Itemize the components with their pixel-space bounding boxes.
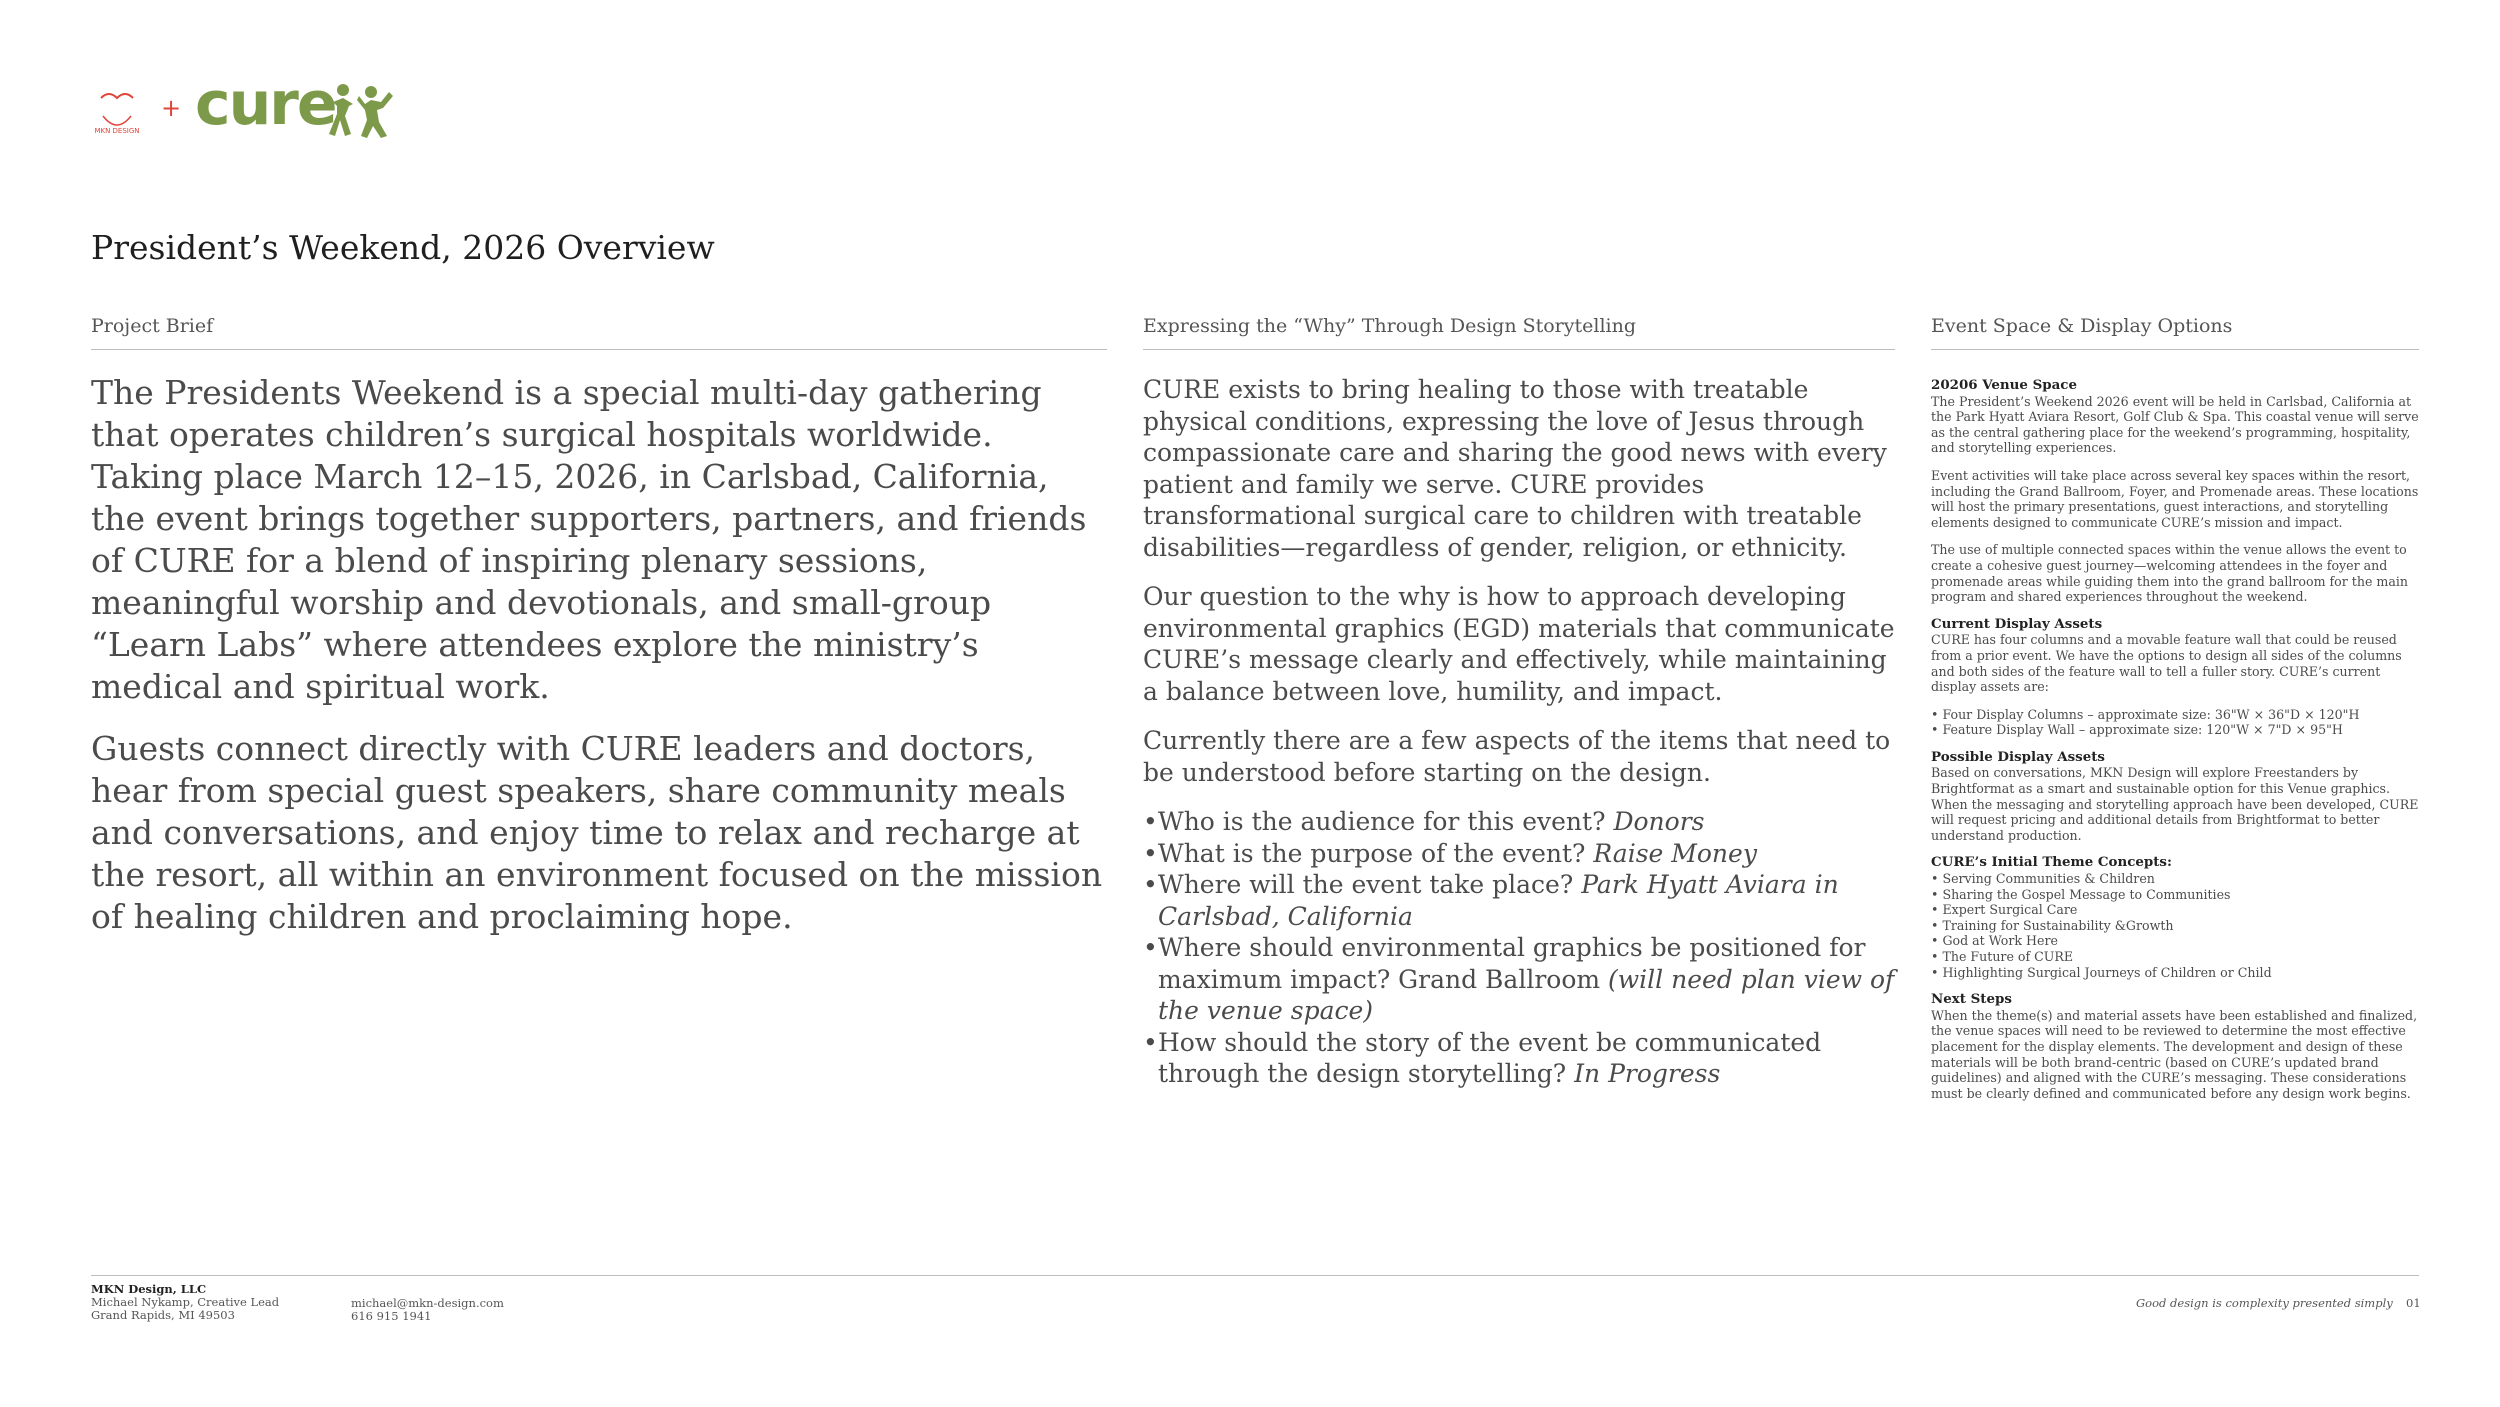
venue-title: 20206 Venue Space bbox=[1931, 377, 2077, 393]
venue-paragraph: Event activities will take place across several key spaces within the resort, including the Grand Ballroom, Foyer, and Promenade areas. These locations will host the primary presentations, guest interactions, and storytelling elements designed to communicate CURE’s mission and impact. bbox=[1931, 467, 2419, 530]
brief-paragraph: Guests connect directly with CURE leaders and doctors, hear from special guest speakers, share community meals and conversations, and enjoy time to relax and recharge at the resort, all within an environment focused on the mission of healing children and proclaiming hope. bbox=[91, 729, 1103, 936]
mkn-logo-text: MKN DESIGN bbox=[94, 127, 140, 135]
themes-title: CURE’s Initial Theme Concepts: bbox=[1931, 854, 2172, 871]
question-item bbox=[1143, 1027, 1903, 1090]
possible-assets-section bbox=[1931, 750, 2421, 844]
why-heading: Expressing the “Why” Through Design Storytelling bbox=[1143, 315, 1895, 350]
footer-divider bbox=[91, 1275, 2419, 1276]
current-assets-list bbox=[1931, 707, 2421, 738]
why-paragraph: CURE exists to bring healing to those with treatable physical conditions, expressing the love of Jesus through compassionate care and sharing the good news with every patient and family we serve. CURE provides transformational surgical care to children with treatable disabilities—regardless of gender, religion, or ethnicity. bbox=[1143, 375, 1887, 562]
next-steps-text: When the theme(s) and material assets have been established and finalized, the venue spaces will need to be reviewed to determine the most effective placement for the display elements. The development and design of these materials will be both brand-centric (based on CURE’s updated brand guidelines) and aligned with the CURE’s messaging. These considerations must be clearly defined and communicated before any design work begins. bbox=[1931, 1007, 2418, 1101]
theme-item: • God at Work Here bbox=[1931, 933, 2421, 949]
theme-item: • Training for Sustainability &Growth bbox=[1931, 918, 2421, 934]
footer-email[interactable]: michael@mkn-design.com bbox=[351, 1296, 504, 1310]
themes-list bbox=[1931, 871, 2421, 980]
question-item bbox=[1143, 869, 1903, 932]
question-text: How should the story of the event be communicated through the design storytelling? bbox=[1158, 1027, 1822, 1088]
event-space-heading: Event Space & Display Options bbox=[1931, 315, 2419, 350]
themes-section bbox=[1931, 855, 2421, 980]
possible-assets-text: Based on conversations, MKN Design will explore Freestanders by Brightformat as a smart and sustainable option for this Venue graphics. When the messaging and storytelling approach have been developed, CURE will request pricing and additional details from Brightformat to better understand production. bbox=[1931, 765, 2419, 843]
footer-contact-block bbox=[351, 1297, 504, 1323]
current-assets-section bbox=[1931, 617, 2421, 738]
theme-item: • Serving Communities & Children bbox=[1931, 871, 2421, 887]
cure-children-figures-icon bbox=[329, 82, 393, 140]
question-item bbox=[1143, 806, 1903, 838]
why-paragraph: Our question to the why is how to approach developing environmental graphics (EGD) materials that communicate CURE’s message clearly and effectively, while maintaining a balance between love, humility, and impact. bbox=[1143, 582, 1895, 706]
cure-logo-wordmark: cure bbox=[195, 69, 336, 139]
theme-item: • Sharing the Gospel Message to Communities bbox=[1931, 887, 2421, 903]
asset-item: • Four Display Columns – approximate size: 36"W × 36"D × 120"H bbox=[1931, 707, 2421, 723]
question-text: Where will the event take place? bbox=[1158, 870, 1574, 899]
page-number: 01 bbox=[2406, 1296, 2421, 1310]
question-text: Who is the audience for this event? bbox=[1158, 807, 1606, 836]
event-space-body bbox=[1931, 378, 2421, 1113]
question-item bbox=[1143, 838, 1903, 870]
question-text: What is the purpose of the event? bbox=[1158, 838, 1586, 868]
theme-item: • Highlighting Surgical Journeys of Children or Child bbox=[1931, 965, 2421, 981]
question-answer: (will need plan view of the venue space) bbox=[1158, 964, 1895, 1025]
possible-assets-title: Possible Display Assets bbox=[1931, 748, 2105, 765]
brief-paragraph: The Presidents Weekend is a special multi-day gathering that operates children’s surgical hospitals worldwide. Taking place March 12–15, 2026, in Carlsbad, California, the event brings together supporters, partners, and friends of CURE for a blend of inspiring plenary sessions, meaningful worship and devotionals, and small-group “Learn Labs” where attendees explore the ministry’s medical and spiritual work. bbox=[91, 373, 1087, 706]
footer-person: Michael Nykamp, Creative Lead bbox=[91, 1295, 280, 1309]
why-body bbox=[1143, 374, 1903, 1090]
current-assets-text: CURE has four columns and a movable feature wall that could be reused from a prior event. We have the options to design all sides of the columns and both sides of the feature wall to tell a fuller story. CURE’s current display assets are: bbox=[1931, 632, 2402, 695]
question-answer: In Progress bbox=[1574, 1059, 1721, 1088]
question-answer: Raise Money bbox=[1593, 838, 1757, 868]
footer-city: Grand Rapids, MI 49503 bbox=[91, 1308, 235, 1322]
theme-item: • Expert Surgical Care bbox=[1931, 902, 2421, 918]
page-title: President’s Weekend, 2026 Overview bbox=[91, 228, 715, 267]
why-paragraph: Currently there are a few aspects of the items that need to be understood before starting on the design. bbox=[1143, 726, 1891, 787]
footer-phone: 616 915 1941 bbox=[351, 1309, 432, 1323]
footer-tagline: Good design is complexity presented simply bbox=[2136, 1296, 2393, 1310]
mkn-design-logo bbox=[91, 86, 143, 138]
question-list bbox=[1143, 806, 1903, 1090]
question-answer: Donors bbox=[1613, 807, 1705, 836]
theme-item: • The Future of CURE bbox=[1931, 949, 2421, 965]
asset-item: • Feature Display Wall – approximate size: 120"W × 7"D × 95"H bbox=[1931, 722, 2421, 738]
question-text: Where should environmental graphics be positioned for maximum impact? Grand Ballroom bbox=[1158, 933, 1866, 994]
project-brief-heading: Project Brief bbox=[91, 315, 1107, 350]
next-steps-title: Next Steps bbox=[1931, 991, 2012, 1008]
logo-plus: + bbox=[161, 94, 182, 122]
venue-paragraph: The President’s Weekend 2026 event will be held in Carlsbad, California at the Park Hyatt Aviara Resort, Golf Club & Spa. This coastal venue will serve as the central gathering place for the weekend’s programming, hospitality, and storytelling experiences. bbox=[1931, 393, 2419, 456]
logo-lockup bbox=[91, 69, 411, 139]
venue-paragraph: The use of multiple connected spaces within the venue allows the event to create a cohesive guest journey—welcoming attendees in the foyer and promenade areas while guiding them into the grand ballroom for the main program and shared experiences throughout the weekend. bbox=[1931, 542, 2409, 605]
current-assets-title: Current Display Assets bbox=[1931, 615, 2103, 632]
question-answer: Park Hyatt Aviara in Carlsbad, California bbox=[1158, 870, 1839, 931]
venue-section bbox=[1931, 378, 2421, 605]
footer-company-block bbox=[91, 1283, 279, 1322]
next-steps-section bbox=[1931, 992, 2421, 1101]
question-item bbox=[1143, 932, 1903, 1027]
project-brief-body bbox=[91, 372, 1107, 958]
footer-company-name: MKN Design, LLC bbox=[91, 1282, 207, 1296]
